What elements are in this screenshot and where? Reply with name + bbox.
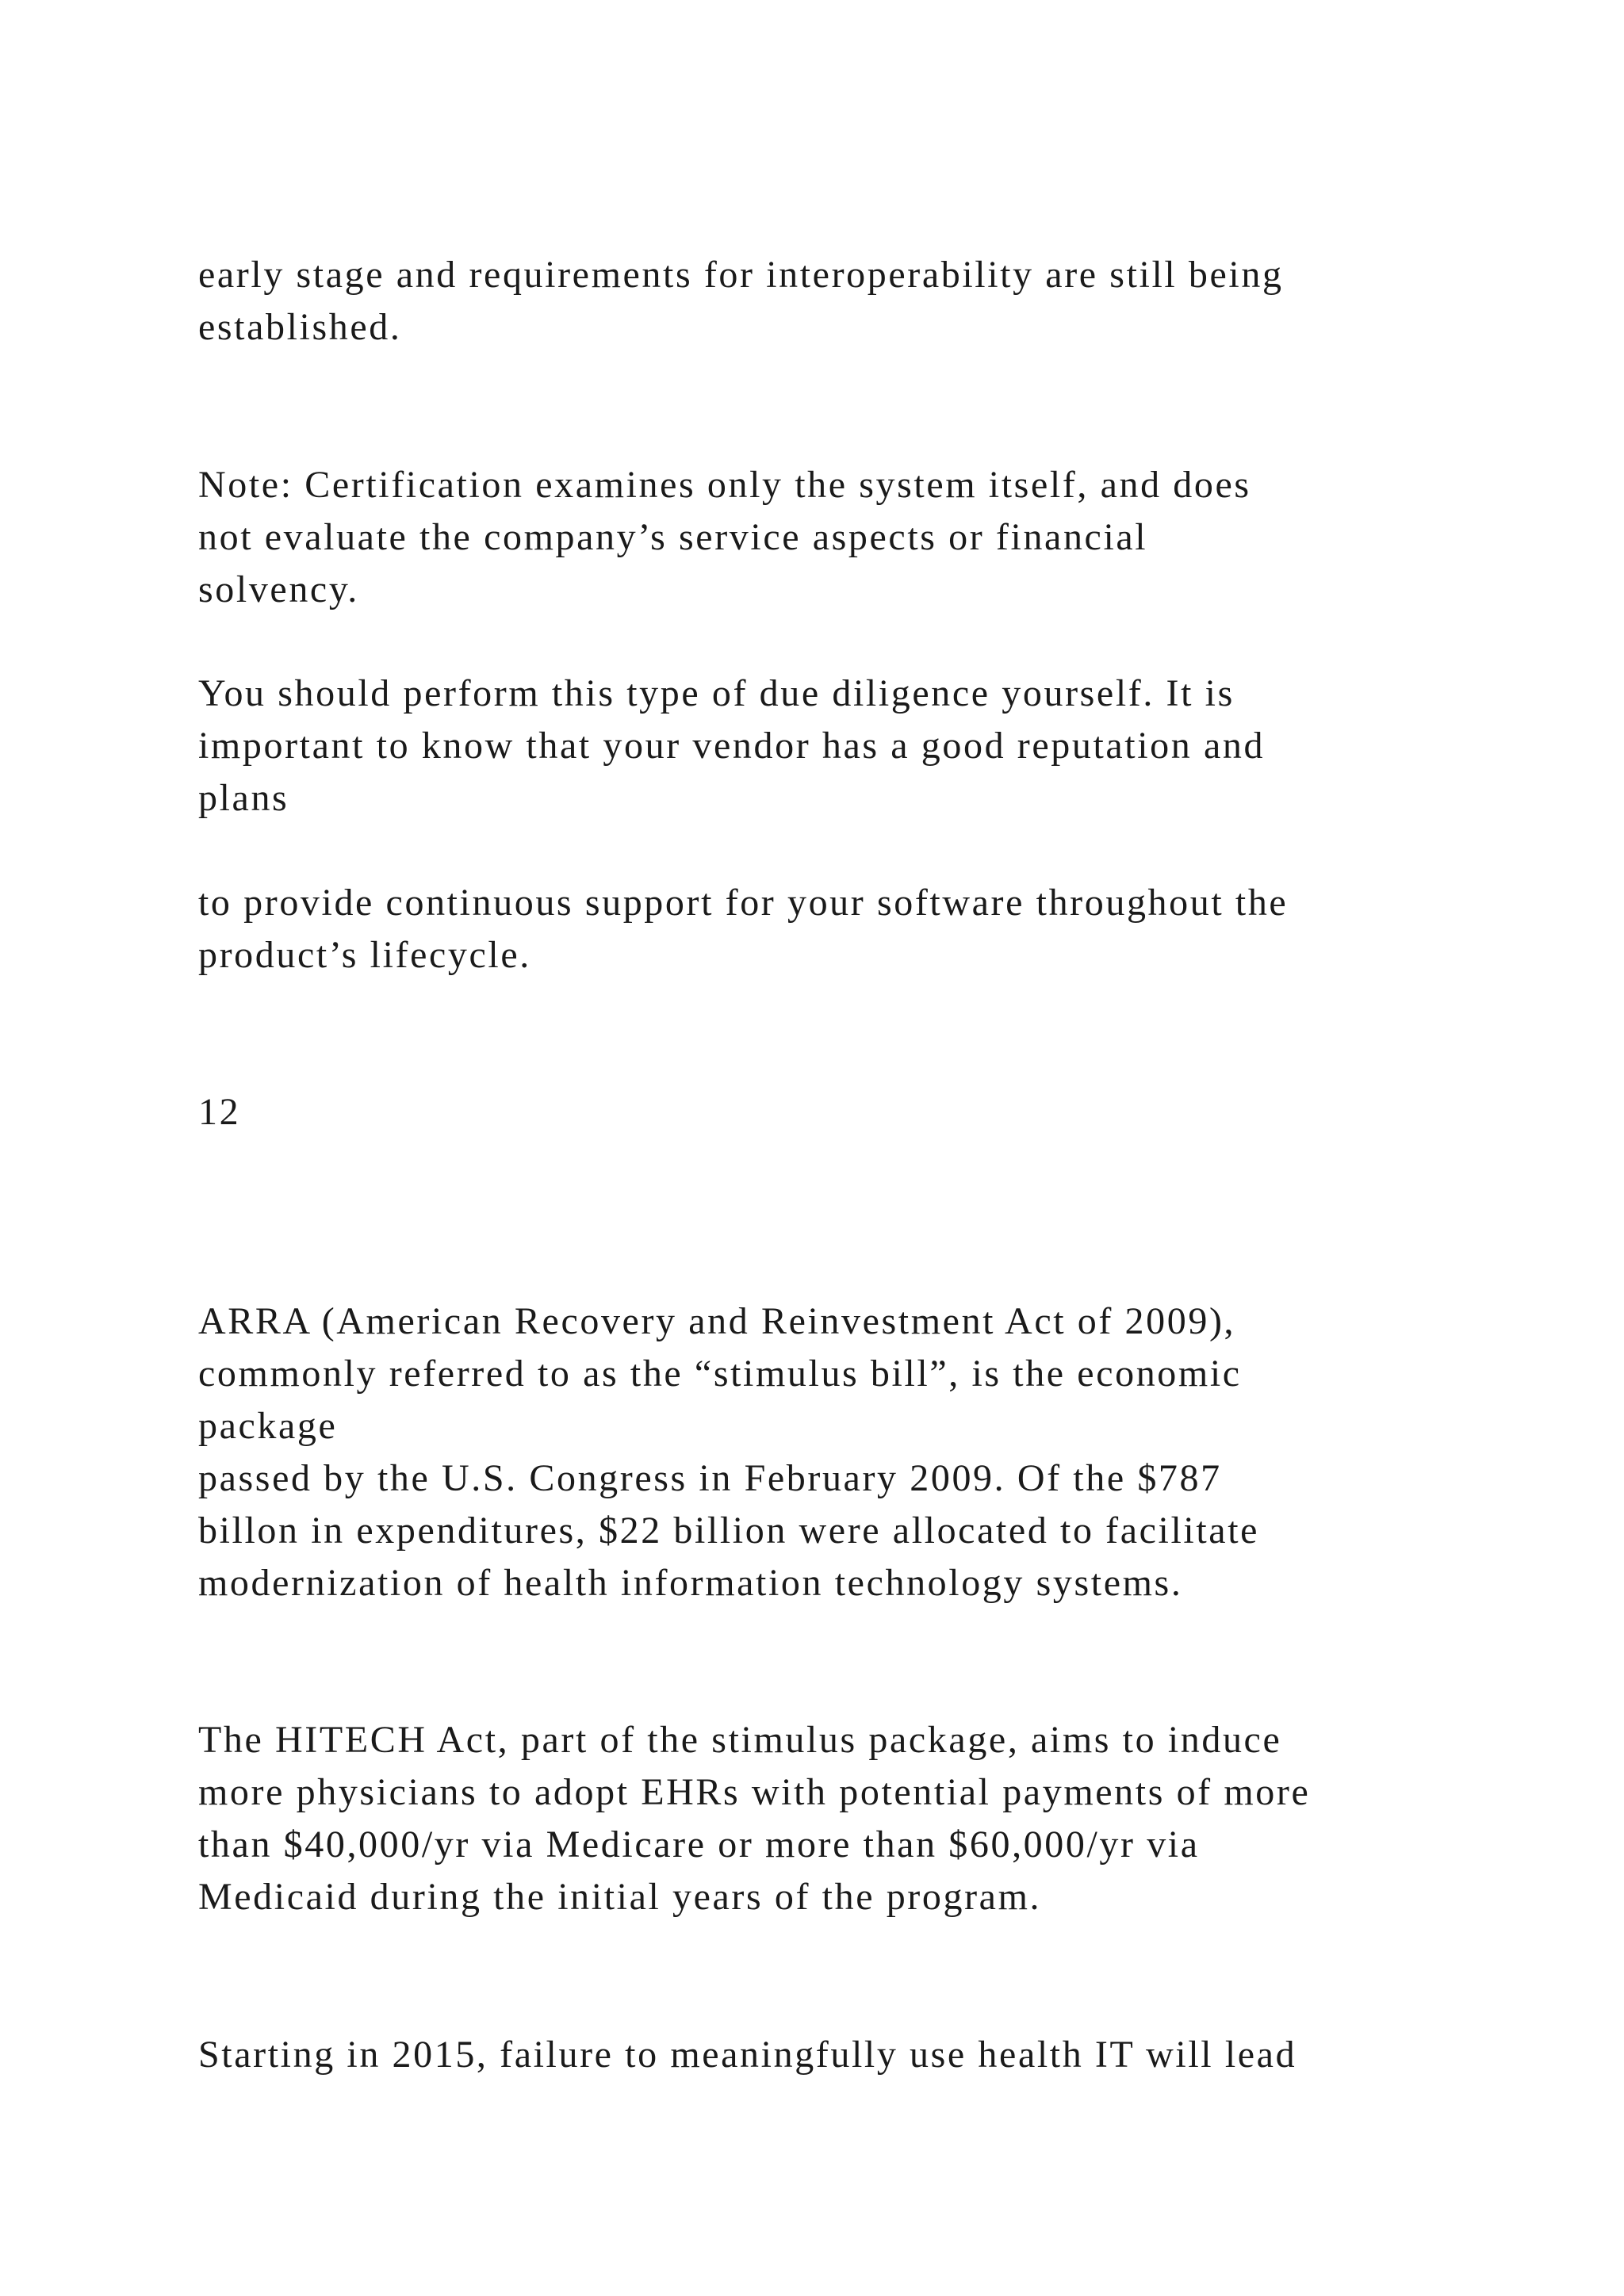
paragraph-line: plans bbox=[198, 777, 289, 819]
paragraph-line: Starting in 2015, failure to meaningfully use health IT will lead bbox=[198, 2034, 1297, 2076]
paragraph-line: to provide continuous support for your software throughout the bbox=[198, 882, 1289, 924]
paragraph-line: not evaluate the company’s service aspects or financial bbox=[198, 516, 1148, 558]
paragraph-line: product’s lifecycle. bbox=[198, 934, 531, 976]
paragraph-line: more physicians to adopt EHRs with potential payments of more bbox=[198, 1771, 1311, 1813]
paragraph-line: The HITECH Act, part of the stimulus package, aims to induce bbox=[198, 1719, 1282, 1761]
paragraph-line: important to know that your vendor has a good reputation and bbox=[198, 725, 1266, 767]
paragraph-line: than $40,000/yr via Medicare or more than $60,000/yr via bbox=[198, 1823, 1200, 1866]
paragraph-line: passed by the U.S. Congress in February 2009. Of the $787 bbox=[198, 1457, 1222, 1499]
paragraph-line: solvency. bbox=[198, 568, 359, 610]
paragraph-line: You should perform this type of due diligence yourself. It is bbox=[198, 672, 1235, 714]
paragraph-line: commonly referred to as the “stimulus bill”, is the economic bbox=[198, 1353, 1242, 1395]
paragraph-line: ARRA (American Recovery and Reinvestment Act of 2009), bbox=[198, 1300, 1236, 1342]
paragraph-line: package bbox=[198, 1405, 338, 1447]
paragraph-line: established. bbox=[198, 306, 402, 348]
paragraph-line: Note: Certification examines only the system itself, and does bbox=[198, 464, 1251, 506]
page-number: 12 bbox=[198, 1091, 241, 1133]
paragraph-line: modernization of health information technology systems. bbox=[198, 1562, 1183, 1604]
paragraph-line: Medicaid during the initial years of the program. bbox=[198, 1876, 1042, 1918]
paragraph-line: billon in expenditures, $22 billion were allocated to facilitate bbox=[198, 1510, 1260, 1552]
paragraph-line: early stage and requirements for interoperability are still being bbox=[198, 254, 1284, 296]
